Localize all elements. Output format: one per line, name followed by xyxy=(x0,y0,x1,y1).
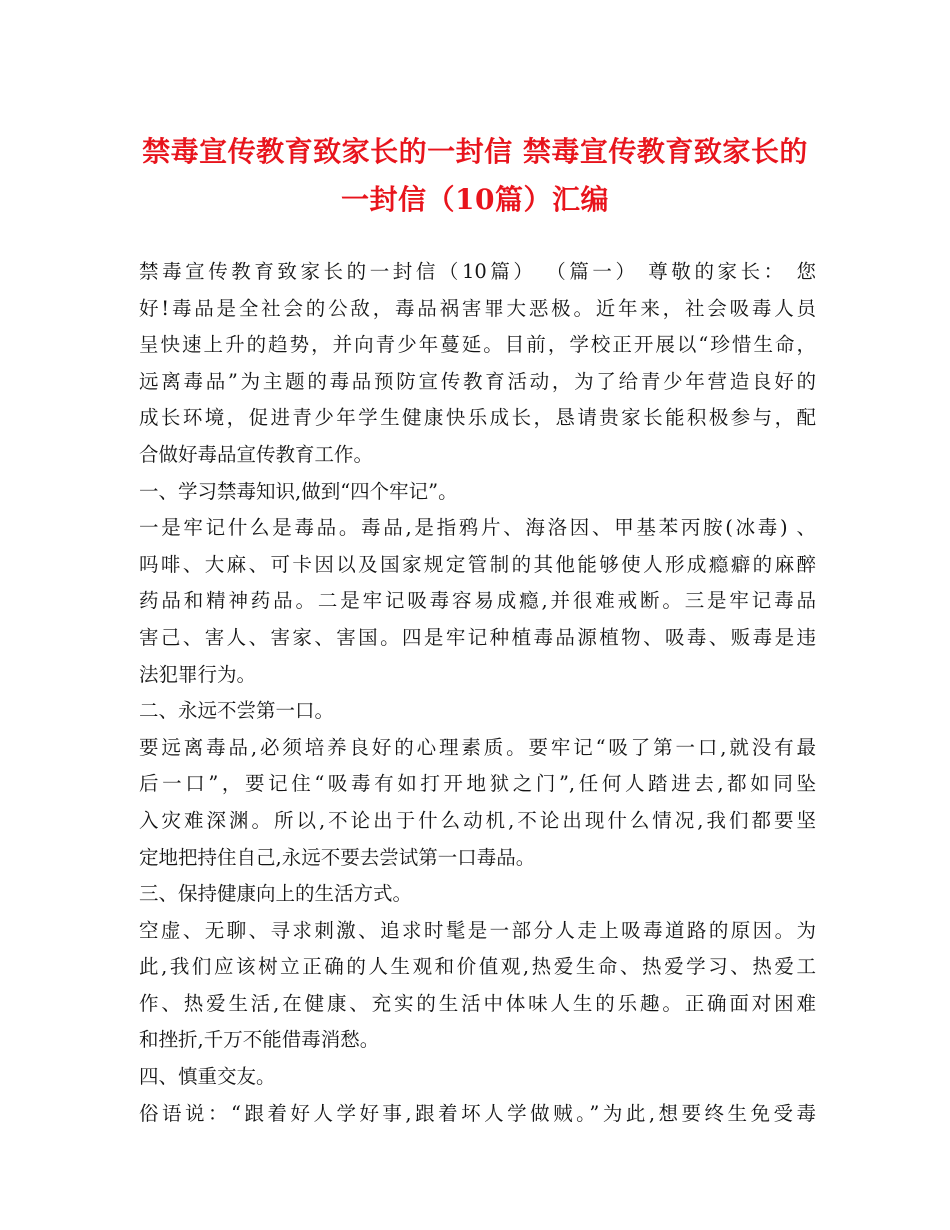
body-line: 好!毒品是全社会的公敌，毒品祸害罪大恶极。近年来，社会吸毒人员 xyxy=(139,296,816,320)
body-line: 害己、害人、害家、害国。四是牢记种植毒品源植物、吸毒、贩毒是违 xyxy=(139,625,816,649)
body-line: 吗啡、大麻、可卡因以及国家规定管制的其他能够使人形成瘾癖的麻醉 xyxy=(139,552,816,576)
section-heading: 四、慎重交友。 xyxy=(139,1065,276,1089)
body-line: 后一口”，要记住“吸毒有如打开地狱之门”,任何人踏进去,都如同坠 xyxy=(139,772,816,796)
body-line: 入灾难深渊。所以,不论出于什么动机,不论出现什么情况,我们都要坚 xyxy=(139,808,816,832)
body-line: 呈快速上升的趋势，并向青少年蔓延。目前，学校正开展以“珍惜生命， xyxy=(139,333,816,357)
body-line: 和挫折,千万不能借毒消愁。 xyxy=(139,1028,380,1052)
body-line: 此,我们应该树立正确的人生观和价值观,热爱生命、热爱学习、热爱工 xyxy=(139,955,816,979)
body-line: 药品和精神药品。二是牢记吸毒容易成瘾,并很难戒断。三是牢记毒品 xyxy=(139,589,816,613)
title-line-1: 禁毒宣传教育致家长的一封信 禁毒宣传教育致家长的 xyxy=(142,135,808,168)
document-title xyxy=(100,128,850,224)
section-heading: 二、永远不尝第一口。 xyxy=(139,699,335,723)
body-line: 空虚、无聊、寻求刺激、追求时髦是一部分人走上吸毒道路的原因。为 xyxy=(139,918,816,942)
body-line: 作、热爱生活,在健康、充实的生活中体味人生的乐趣。正确面对困难 xyxy=(139,991,816,1015)
title-line-2: 一封信（10篇）汇编 xyxy=(341,183,609,216)
body-line: 俗语说：“跟着好人学好事,跟着坏人学做贼。”为此,想要终生免受毒 xyxy=(139,1101,816,1125)
body-line: 定地把持住自己,永远不要去尝试第一口毒品。 xyxy=(139,845,536,869)
body-line: 禁毒宣传教育致家长的一封信（10篇） （篇一） 尊敬的家长： 您 xyxy=(139,260,816,283)
document-body xyxy=(139,254,816,1132)
body-line: 远离毒品”为主题的毒品预防宣传教育活动，为了给青少年营造良好的 xyxy=(139,369,816,393)
body-line: 一是牢记什么是毒品。毒品,是指鸦片、海洛因、甲基苯丙胺(冰毒) 、 xyxy=(139,516,816,540)
body-line: 法犯罪行为。 xyxy=(139,662,257,686)
body-line: 合做好毒品宣传教育工作。 xyxy=(139,442,374,466)
section-heading: 三、保持健康向上的生活方式。 xyxy=(139,882,413,906)
body-line: 成长环境，促进青少年学生健康快乐成长，恳请贵家长能积极参与，配 xyxy=(139,406,816,430)
section-heading: 一、学习禁毒知识,做到“四个牢记”。 xyxy=(139,479,458,503)
body-line: 要远离毒品,必须培养良好的心理素质。要牢记“吸了第一口,就没有最 xyxy=(139,735,816,759)
